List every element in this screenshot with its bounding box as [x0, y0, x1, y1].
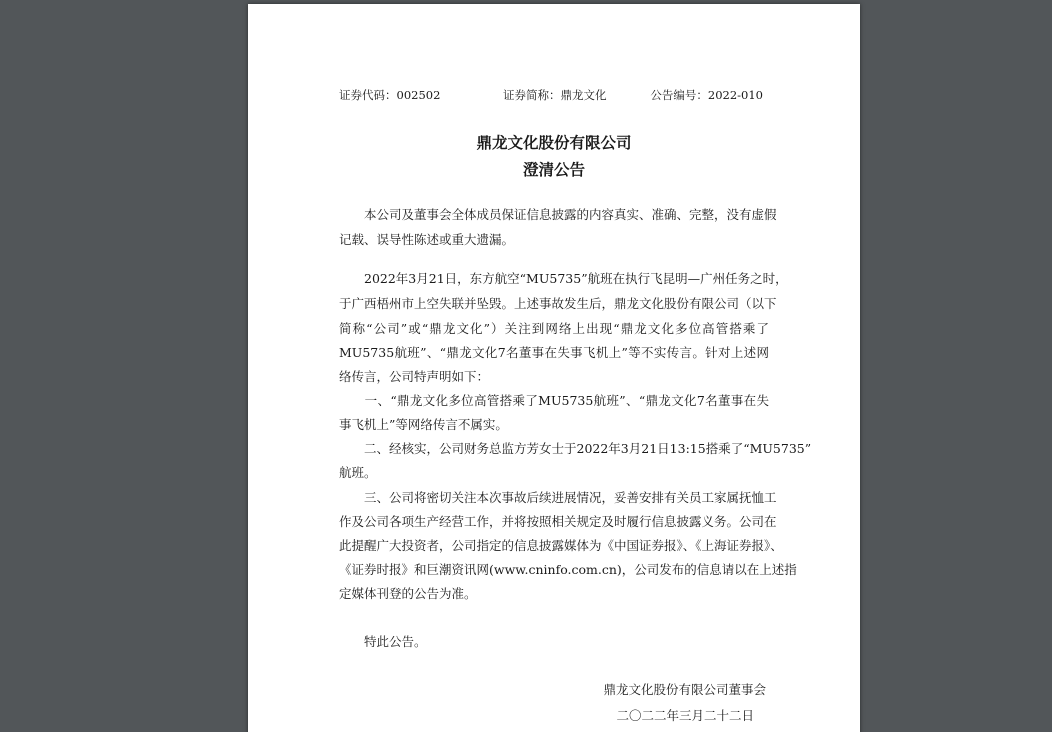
announcement-number: 公告编号：2022-010 — [650, 88, 763, 102]
text-line: 航班。 — [339, 465, 377, 480]
document-page — [248, 4, 860, 732]
text-line: 定媒体刊登的公告为准。 — [339, 586, 477, 601]
text-line: 事飞机上”等网络传言不属实。 — [339, 417, 508, 432]
text-line: 2022年3月21日，东方航空“MU5735”航班在执行飞昆明—广州任务之时， — [339, 271, 788, 286]
text-line: 络传言，公司特声明如下： — [339, 369, 490, 384]
text-line: 简称“公司”或“鼎龙文化”）关注到网络上出现“鼎龙文化多位高管搭乘了 — [339, 321, 769, 336]
text-line: 二、经核实，公司财务总监方芳女士于2022年3月21日13:15搭乘了“MU5735” — [339, 441, 812, 456]
text-line: 此提醒广大投资者，公司指定的信息披露媒体为《中国证券报》、《上海证券报》、 — [339, 538, 783, 553]
signature-board: 鼎龙文化股份有限公司董事会 — [603, 682, 766, 697]
text-line: 一、“鼎龙文化多位高管搭乘了MU5735航班”、“鼎龙文化7名董事在失 — [339, 393, 769, 408]
company-title: 鼎龙文化股份有限公司 — [476, 134, 632, 152]
closing-line: 特此公告。 — [339, 634, 427, 649]
document-header — [339, 87, 763, 105]
announcement-title: 澄清公告 — [522, 161, 585, 179]
signature-date: 二〇二二年三月二十二日 — [616, 708, 754, 723]
text-line: 三、公司将密切关注本次事故后续进展情况，妥善安排有关员工家属抚恤工 — [339, 490, 777, 505]
text-line: 于广西梧州市上空失联并坠毁。上述事故发生后，鼎龙文化股份有限公司（以下 — [339, 296, 777, 311]
security-code: 证券代码：002502 — [339, 88, 441, 102]
text-line: MU5735航班”、“鼎龙文化7名董事在失事飞机上”等不实传言。针对上述网 — [339, 345, 769, 360]
security-abbreviation: 证券简称：鼎龙文化 — [503, 88, 607, 102]
text-line: 《证券时报》和巨潮资讯网(www.cninfo.com.cn)，公司发布的信息请以在上述指 — [339, 562, 797, 577]
text-line: 记载、误导性陈述或重大遗漏。 — [339, 232, 515, 247]
text-line: 本公司及董事会全体成员保证信息披露的内容真实、准确、完整，没有虚假 — [339, 207, 777, 222]
text-line: 作及公司各项生产经营工作，并将按照相关规定及时履行信息披露义务。公司在 — [339, 514, 777, 529]
